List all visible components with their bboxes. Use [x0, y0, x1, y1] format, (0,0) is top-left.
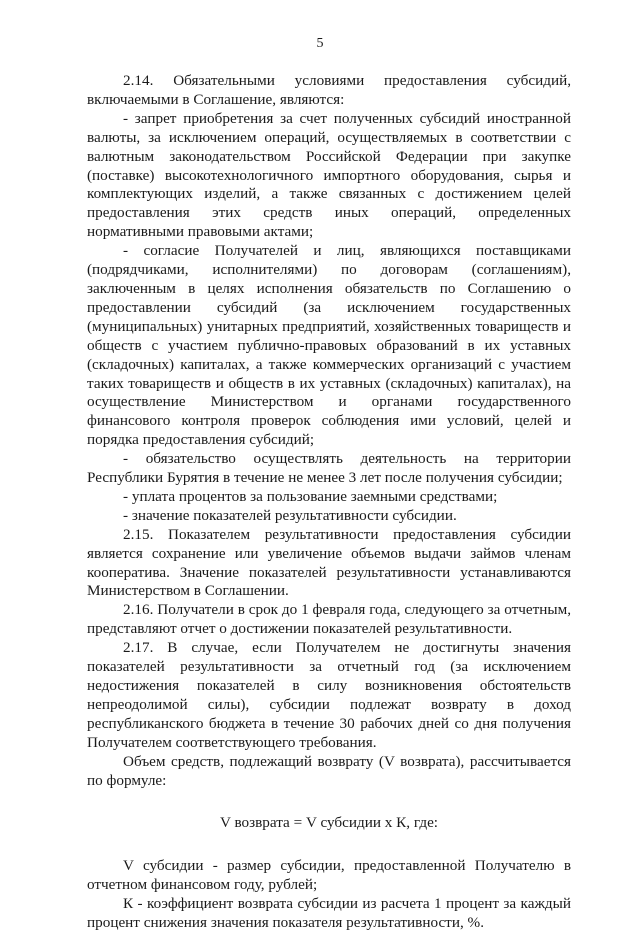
list-item-consent: - согласие Получателей и лиц, являющихся поставщиками (подрядчиками, исполнителями) по договорам (соглашениям), заключенным в целях исполнения обязательств по Соглашению о предоставлении субсидий (за исключением государственных (муниципальных) унитарных предприятий, хозяйственных товариществ и обществ с участием публично-правовых образований в их уставных (складочных) капиталах, а также коммерческих организаций с участием таких товариществ и обществ в их уставных (складочных) капиталах), на осуществление Министерством и органами государственного финансового контроля проверок соблюдения ими условий, целей и порядка предоставления субсидий;: [87, 242, 571, 449]
page-number: 5: [316, 36, 324, 51]
list-item-indicators: - значение показателей результативности субсидии.: [123, 506, 457, 524]
definition-v-subsidy: V субсидии - размер субсидии, предоставленной Получателю в отчетном финансовом году, рублей;: [87, 857, 571, 894]
paragraph-2-14: 2.14. Обязательными условиями предоставления субсидий, включаемыми в Соглашение, являются:: [87, 72, 571, 108]
document-body: [87, 72, 571, 933]
paragraph-2-16: 2.16. Получатели в срок до 1 февраля года, следующего за отчетным, представляют отчет о достижении показателей результативности.: [87, 601, 571, 638]
list-item-currency-ban: - запрет приобретения за счет полученных субсидий иностранной валюты, за исключением операций, осуществляемых в соответствии с валютным законодательством Российской Федерации при закупке (поставке) высокотехнологичного импортного оборудования, сырья и комплектующих изделий, а также связанных с достижением целей предоставления этих средств иных операций, определенных нормативными правовыми актами;: [87, 109, 571, 241]
list-item-obligation: - обязательство осуществлять деятельность на территории Республики Бурятия в течение не менее 3 лет после получения субсидии;: [87, 450, 571, 487]
paragraph-refund-volume: Объем средств, подлежащий возврату (V возврата), рассчитывается по формуле:: [87, 752, 571, 789]
list-item-interest: - уплата процентов за пользование заемными средствами;: [123, 487, 498, 505]
paragraph-2-15: 2.15. Показателем результативности предоставления субсидии является сохранение или увеличение объемов выдачи займов членам кооператива. Значение показателей результативности устанавливаются Министерством в Соглашении.: [87, 525, 571, 600]
definition-k-coefficient: К - коэффициент возврата субсидии из расчета 1 процент за каждый процент снижения значения показателя результативности, %.: [87, 895, 571, 932]
refund-formula: V возврата = V субсидии x К, где:: [219, 814, 439, 832]
paragraph-2-17: 2.17. В случае, если Получателем не достигнуты значения показателей результативности за отчетный год (за исключением недостижения показателей в силу возникновения обстоятельств непреодолимой силы), субсидии подлежат возврату в доход республиканского бюджета в течение 30 рабочих дней со дня получения Получателем соответствующего требования.: [87, 639, 571, 751]
